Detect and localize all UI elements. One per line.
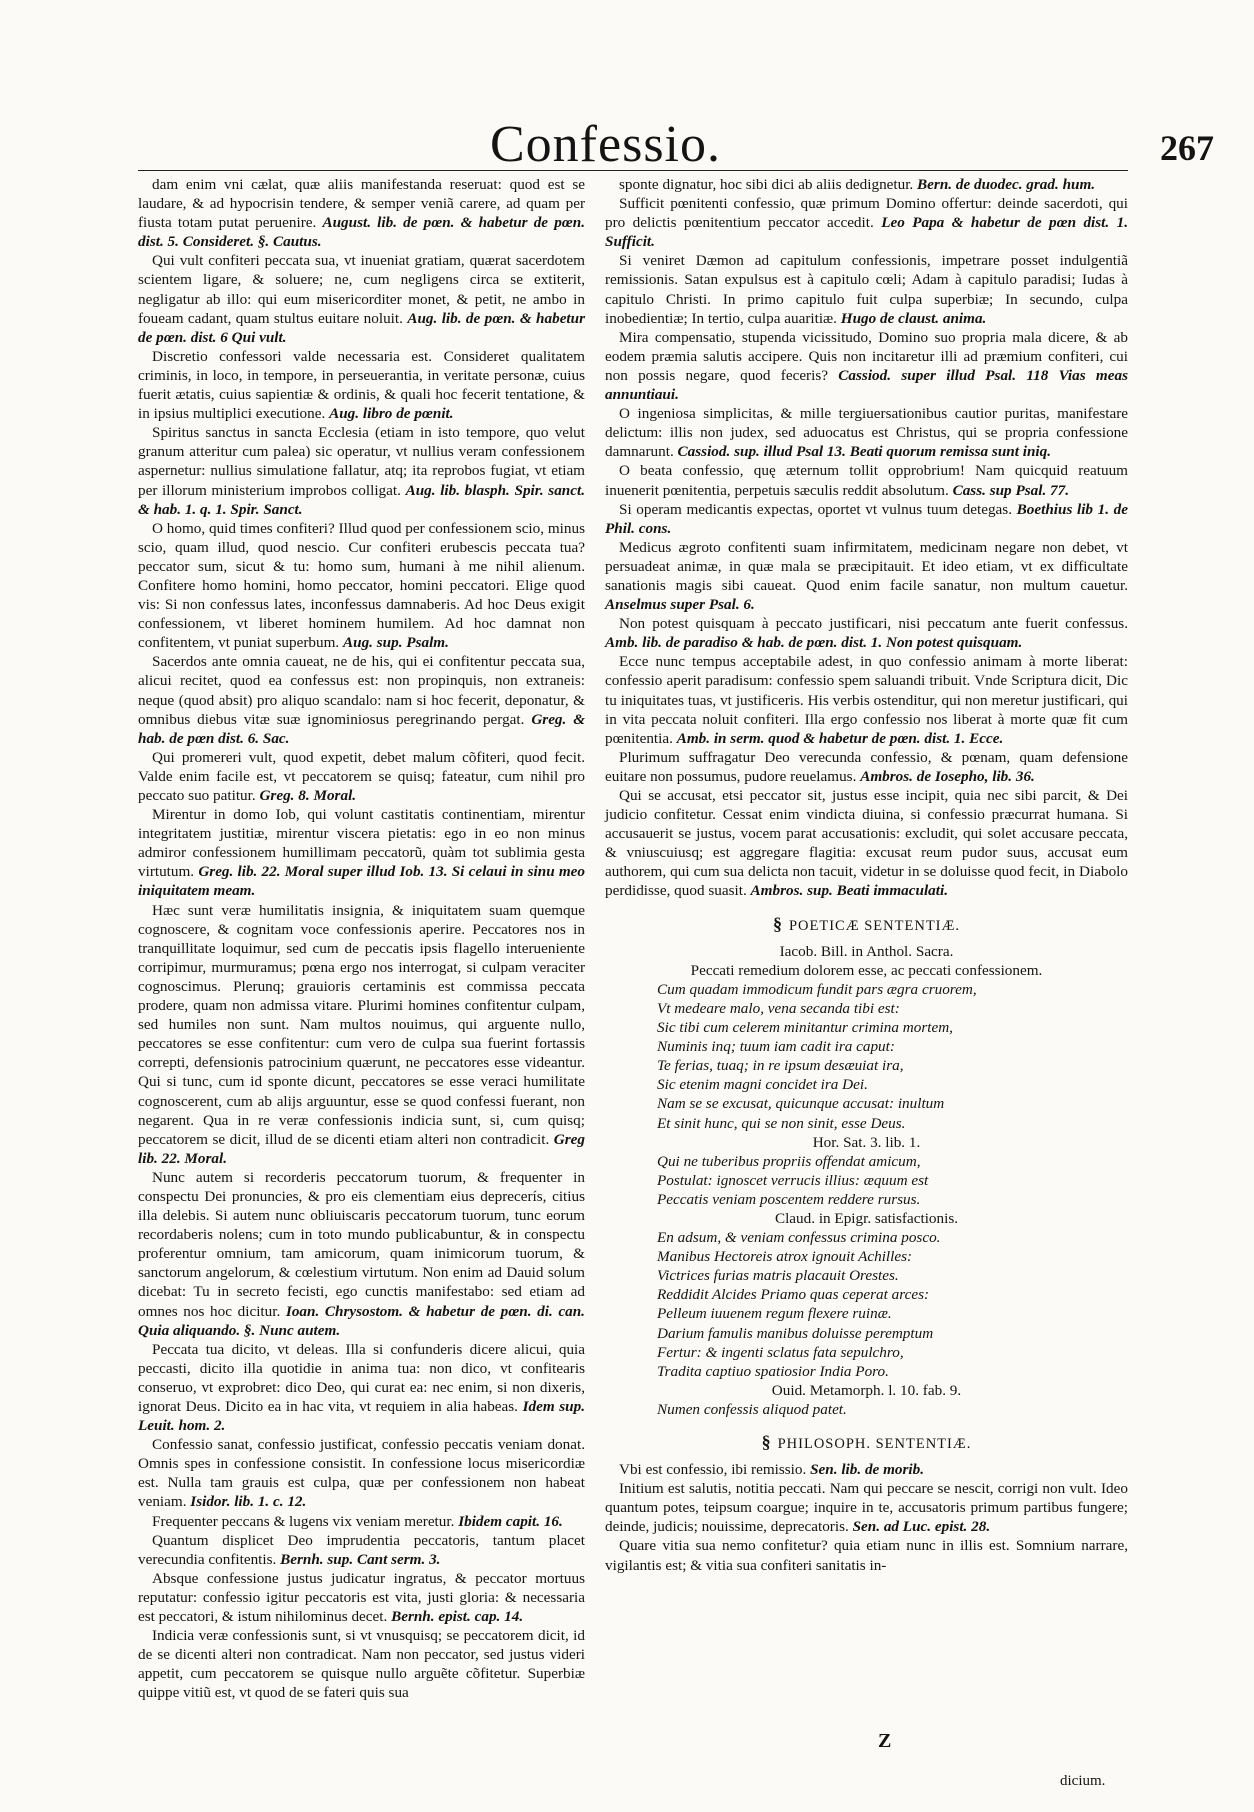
verse-line: Peccatis veniam poscentem reddere rursus. [657, 1190, 921, 1208]
verse-line: Qui ne tuberibus propriis offendat amicum, [657, 1152, 921, 1170]
paragraph-text: Mira compensatio, stupenda vicissitudo, Domino suo propria mala dicere, & ab eodem præmia salutis accipere. Quis non incitaretur illi ad præmium confiteri, cui non possis negare, quod feceris? [605, 328, 1128, 384]
source-citation: Greg. & hab. de pœn dist. 6. Sac. [138, 710, 586, 747]
paragraph-text: sponte dignatur, hoc sibi dici ab aliis dedignetur. [619, 176, 914, 193]
section-mark-icon: § [761, 1432, 772, 1452]
paragraph [138, 901, 585, 1168]
paragraph [138, 519, 585, 653]
paragraph [605, 461, 1128, 499]
paragraph-text: dam enim vni cælat, quæ aliis manifestanda reseruat: quod est se laudare, & ad hypocrisin tendere, & semper veniã carere, ad quam per fiusta totam putat peruenire. [138, 176, 585, 232]
poem-caption: Peccati remedium dolorem esse, ac peccati confessionem. [690, 961, 1043, 979]
verse-line: Numen confessis aliquod patet. [657, 1400, 847, 1418]
paragraph-text: Mirentur in domo Iob, qui volunt castitatis continentiam, mirentur integritatem justitiæ, mirentur viscera pietatis: ego in eo non minus admiror confessionem humillimam peccatorũ, quàm tot sublimia gesta virtutum. [138, 806, 585, 881]
paragraph [605, 175, 1128, 194]
verse-line: Pelleum iuuenem regum flexere ruinæ. [657, 1305, 892, 1323]
paragraph-text: O homo, quid times confiteri? Illud quod per confessionem scio, minus scio, quam illud, quod nescio. Cur confiteri erubescis peccata tua? peccator sum, sicut & tu: homo sum, humani à me nihil alienum. Confitere homo homini, homo peccator, homini peccatori. Elige quod vis: Si non confessus lates, inconfessus damnaberis. Ad hoc Deus exigit confessionem, vt liberet hominem humilem. Ad hoc damnat non confitentem, vt puniat superbum. [138, 519, 585, 652]
paragraph [138, 748, 585, 805]
paragraph-text: Nunc autem si recorderis peccatorum tuorum, & frequenter in conspectu Dei pronuncies, & pro eis clementiam eius deprecerís, citius illa delebis. Si autem nunc obliuiscaris peccatorum tuorum, tunc eorum recordaberis nolens; cum in toto mundo publicabuntur, & in conspectu proferentur omnium, tam amicorum, quam inimicorum tuorum, & sanctorum angelorum, & cœlestium virtutum. Non enim ad Dauid solum dicebat: Tu in secreto fecisti, ego cunctis manifestabo: sed etiam ad omnes nos hoc dicitur. [138, 1168, 585, 1320]
header-rule [138, 170, 1128, 171]
paragraph [138, 805, 585, 900]
source-citation: Greg. 8. Moral. [259, 787, 357, 804]
source-citation: Sen. lib. de morib. [810, 1461, 925, 1479]
source-citation: Ambros. de Iosepho, lib. 36. [860, 767, 1035, 785]
paragraph [138, 175, 585, 251]
verse-line: Reddidit Alcides Priamo quas ceperat arces: [657, 1286, 930, 1304]
paragraph-text: Qui promereri vult, quod expetit, debet malum cõfiteri, quod fecit. Valde enim facile est, vt peccatorem se quisq; fateatur, cum nihil pro peccato suo patitur. [138, 748, 585, 804]
poem-attribution: Ouid. Metamorph. l. 10. fab. 9. [771, 1381, 962, 1399]
source-citation: Isidor. lib. 1. c. 12. [190, 1493, 307, 1511]
source-citation: Anselmus super Psal. 6. [605, 596, 755, 614]
verse-line: Victrices furias matris placauit Orestes. [657, 1267, 899, 1285]
page-number: 267 [1160, 128, 1214, 168]
paragraph-text: Medicus ægroto confitenti suam infirmitatem, medicinam negare non debet, vt persuadeat animæ, in quæ mala se præcipitauit. Et ideo etiam, vt ex difficultate sanationis magis sibi caueat. Quod enim facile sanatur, non multum cauetur. [605, 538, 1128, 594]
source-citation: Ambros. sup. Beati immaculati. [750, 882, 949, 900]
right-column [605, 175, 1128, 1575]
verse-line: Darium famulis manibus doluisse peremptum [657, 1324, 934, 1342]
verse-line: Sic tibi cum celerem minitantur crimina mortem, [657, 1019, 953, 1037]
paragraph-text: Sacerdos ante omnia caueat, ne de his, qui ei confitentur peccata sua, alicui recitet, quod ea confessus est: non propinquis, non extraneis: neque (quod absit) pro aliquo scandalo: nam si hoc fecerit, deponatur, & omnibus diebus vitæ suæ ignominiosus peregrinando pergat. [138, 653, 585, 728]
paragraph-text: Quare vitia sua nemo confitetur? quia etiam nunc in illis est. Somnium narrare, vigilantis est; & vitia sua confiteri sanitatis in- [605, 1537, 1128, 1574]
source-citation: Sen. ad Luc. epist. 28. [852, 1518, 991, 1536]
paragraph [138, 1435, 585, 1511]
paragraph [605, 538, 1128, 614]
paragraph [138, 1531, 585, 1569]
source-citation: Aug. libro de pœnit. [329, 405, 454, 423]
paragraph-text: Qui se accusat, etsi peccator sit, justus esse incipit, quia nec sibi parcit, & Dei judicio confitetur. Cessat enim vindicta diuina, si confessio præcurrat humana. Si accusauerit se justus, vocem parat accusationis: excludit, qui solet accusare peccata, & vniuscuiusq; est aggregare flagitia: excusat reum pudor suus, accusat eum authorem, qui cum sua delicta non tacuit, videtur in se doluisse quod fecit, in Diabolo perdidisse, quod suasit. [605, 787, 1128, 900]
source-citation: Bernh. sup. Cant serm. 3. [280, 1550, 441, 1568]
verse-line: En adsum, & veniam confessus crimina posco. [657, 1229, 941, 1247]
catchword: dicium. [1060, 1773, 1106, 1789]
source-citation: August. lib. de pœn. & habetur de pœn. dist. 5. Consideret. §. Cautus. [138, 214, 586, 251]
paragraph-text: Confessio sanat, confessio justificat, confessio peccatis veniam donat. Omnis spes in confessione consistit. In confessione locus misericordiæ est. Nulla tam grauis est culpa, quæ per confessionem non habeat veniam. [138, 1436, 585, 1511]
poem-attribution: Iacob. Bill. in Anthol. Sacra. [779, 942, 954, 960]
section-mark-icon: § [772, 913, 783, 934]
paragraph [605, 1536, 1128, 1574]
left-column [138, 175, 585, 1703]
poetic-heading [605, 915, 1128, 936]
source-citation: Boethius lib 1. de Phil. cons. [605, 500, 1129, 537]
source-citation: Leo Papa & habetur de pœn dist. 1. Sufficit. [605, 214, 1128, 251]
paragraph [605, 328, 1128, 404]
paragraph [605, 786, 1128, 901]
signature-mark: Z [878, 1730, 892, 1752]
paragraph [138, 1512, 585, 1531]
paragraph [138, 1569, 585, 1626]
paragraph-text: Non potest quisquam à peccato justificari, nisi peccatum ante fuerit confessus. [619, 615, 1128, 633]
paragraph [605, 748, 1128, 786]
paragraph-text: Si veniret Dæmon ad capitulum confessionis, impetrare posset indulgentiã remissionis. Satan expulsus est à capitulo cœli; Adam à capitulo paradisi; Iudas à capitulo Christi. In primo capitulo fuit culpa superbiæ; In secundo, culpa inobedientiæ; In tertio, culpa auaritiæ. [605, 252, 1128, 327]
source-citation: Bern. de duodec. grad. hum. [917, 176, 1096, 193]
paragraph-text: Sufficit pœnitenti confessio, quæ primum Domino offertur: deinde sacerdoti, qui pro delictis pœnitentium peccator accedit. [605, 195, 1128, 232]
paragraph-text: Initium est salutis, notitia peccati. Nam qui peccare se nescit, corrigi non vult. Ideo quantum potes, teipsum coargue; inquire in te, accusatoris primum partibus fungere; deinde, judicis; nouissime, deprecatoris. [605, 1480, 1128, 1536]
paragraph-text: Quantum displicet Deo imprudentia peccatoris, tantum placet verecundia confitentis. [138, 1531, 585, 1568]
paragraph-text: Indicia veræ confessionis sunt, si vt vnusquisq; se peccatorem dicit, id de se dicenti alteri non contradicat. Nam non peccator, sed justus videri appetit, cum peccatorem se quisque nullo arguẽte cõfitetur. Superbiæ quippe vitiũ est, vt quod de se fateri quis sua [138, 1627, 585, 1702]
paragraph [138, 251, 585, 346]
paragraph [605, 1460, 1128, 1479]
verse-line: Postulat: ignoscet verrucis illius: æquum est [657, 1171, 929, 1189]
source-citation: Aug. lib. de pœn. & habetur de pœn. dist. 6 Qui vult. [138, 309, 586, 346]
verse-line: Et sinit hunc, qui se non sinit, esse Deus. [657, 1114, 906, 1132]
paragraph [605, 251, 1128, 327]
paragraph [138, 652, 585, 747]
source-citation: Aug. sup. Psalm. [343, 634, 449, 652]
paragraph [138, 1340, 585, 1435]
verse-line: Tradita captiuo spatiosior India Poro. [657, 1362, 889, 1380]
verse-line: Fertur: & ingenti sclatus fata sepulchro, [657, 1343, 904, 1361]
paragraph-text: Peccata tua dicito, vt deleas. Illa si confunderis dicere alicui, quia peccasti, dicito illa quotidie in anima tua: non dico, vt confitearis conseruo, vt exprobret: dico Deo, qui curat ea: nec enim, si non dixeris, ignorat Deus. Dicito ea in hac vita, vt requiem in alia habeas. [138, 1340, 585, 1415]
source-citation: Greg lib. 22. Moral. [138, 1130, 585, 1167]
verse-line: Cum quadam immodicum fundit pars ægra cruorem, [657, 980, 977, 998]
source-citation: Cass. sup Psal. 77. [952, 481, 1070, 499]
verse-line: Sic etenim magni concidet ira Dei. [657, 1076, 868, 1094]
paragraph-text: Qui vult confiteri peccata sua, vt inueniat gratiam, quærat sacerdotem scientem ligare, & soluere; ne, cum negligens circa se extiterit, negligatur ab illo: qui eum misericorditer monet, & petit, ne ambo in foueam cadant, quam stultus euitare noluit. [138, 252, 585, 327]
source-citation: Amb. in serm. quod & habetur de pœn. dist. 1. Ecce. [676, 729, 1004, 747]
source-citation: Hugo de claust. anima. [840, 309, 987, 327]
verse-line: Manibus Hectoreis atrox ignouit Achilles: [657, 1248, 913, 1266]
source-citation: Cassiod. sup. illud Psal 13. Beati quorum remissa sunt iniq. [677, 443, 1052, 461]
poem-attribution: Claud. in Epigr. satisfactionis. [774, 1209, 959, 1227]
paragraph-text: Plurimum suffragatur Deo verecunda confessio, & pœnam, quam defensione euitare non possumus, pudore reuelamus. [605, 748, 1128, 785]
verse-line: Nam se se excusat, quicunque accusat: inultum [657, 1095, 945, 1113]
paragraph [605, 1479, 1128, 1536]
source-citation: Ioan. Chrysostom. & habetur de pœn. di. can. Quia aliquando. §. Nunc autem. [138, 1302, 585, 1339]
philosoph-heading [605, 1433, 1128, 1454]
paragraph-text: Si operam medicantis expectas, oportet vt vulnus tuum detegas. [619, 500, 1013, 518]
source-citation: Bernh. epist. cap. 14. [391, 1608, 524, 1626]
paragraph-text: Spiritus sanctus in sancta Ecclesia (etiam in isto tempore, quo velut granum atteritur cum palea) sic operatur, vt nullius veram confessionem aspernetur: nullius simulatione fallatur, atq; ita reprobos fugiat, vt etiam per illorum ministerium improbos colligat. [138, 424, 585, 499]
paragraph [605, 500, 1128, 538]
source-citation: Cassiod. super illud Psal. 118 Vias meas annuntiaui. [605, 366, 1128, 404]
section-heading-text: POETICÆ SENTENTIÆ. [788, 917, 961, 934]
paragraph-text: Discretio confessori valde necessaria est. Consideret qualitatem criminis, in loco, in tempore, in perseuerantia, in veritate personæ, cuius fuerit ætatis, cuius sapientiæ & ordinis, & quali hoc fecerit tentatione, & in ipsius multiplici executione. [138, 347, 585, 423]
verse-line: Vt medeare malo, vena secanda tibi est: [657, 999, 900, 1017]
paragraph [605, 194, 1128, 251]
paragraph-text: O ingeniosa simplicitas, & mille tergiuersationibus cautior puritas, manifestare delictum: illis non judex, sed aduocatus est Christus, qui se propria confessione damnarunt. [605, 405, 1128, 461]
verse-line: Te ferias, tuaq; in re ipsum desæuiat ira, [657, 1057, 904, 1075]
page-header [0, 115, 1254, 175]
paragraph [138, 1168, 585, 1340]
verse-line: Numinis inq; tuum iam cadit ira caput: [657, 1038, 895, 1056]
source-citation: Greg. lib. 22. Moral super illud Iob. 13. Si celaui in sinu meo iniquitatem meam. [138, 863, 585, 900]
paragraph-text: Ecce nunc tempus acceptabile adest, in quo confessio animam à morte liberat: confessio aperit paradisum: confessio spem saluandi tribuit. Vnde Scriptura dicit, Dic tu iniquitates tuas, vt justificeris. His verbis ostenditur, qui non meretur justificari, qui in vita peccata noluit confiteri. Illa ergo confessio nos liberat à morte quæ fit cum pœnitentia. [605, 653, 1128, 747]
section-heading-text: PHILOSOPH. SENTENTIÆ. [777, 1436, 972, 1452]
paragraph [138, 1626, 585, 1702]
source-citation: Aug. lib. blasph. Spir. sanct. & hab. 1. q. 1. Spir. Sanct. [138, 481, 586, 518]
paragraph-text: Hæc sunt veræ humilitatis insignia, & iniquitatem suam quemque cognoscere, & cognitam voce confessionis aperire. Peccatores nos in tranquillitate loquimur, sed cum de peccatis ipsis flagello interueniente corripimur, murmuramus; pœna ergo nos interrogat, si culpam veraciter cognoscimus. Plerunq; grauioris certaminis est commissa peccata prodere, quam non admissa vitare. Plurimi homines confitentur culpam, sed humiles non sunt. Nam multos nouimus, qui arguente nullo, peccatores se esse confitentur: cum vero de culpa sua fuerint fortassis correpti, defensionis patrocinium quærunt, ne peccatores esse videantur. Qui si tunc, cum id sponte dicunt, peccatores se esse veraci humilitate cognoscerent, cum ab alijs arguuntur, esse se quod confessi fuerant, non negarent. Qua in re veræ confessionis indicia sunt, si, cum quisq; peccatorem se dicit, illud de se dicenti etiam alteri non contradicit. [138, 901, 585, 1148]
source-citation: Amb. lib. de paradiso & hab. de pœn. dist. 1. Non potest quisquam. [605, 634, 1023, 652]
paragraph [605, 614, 1128, 652]
page-title: Confessio. [490, 116, 721, 173]
paragraph-text: Frequenter peccans & lugens vix veniam meretur. [152, 1512, 455, 1530]
paragraph [605, 404, 1128, 461]
poem-attribution: Hor. Sat. 3. lib. 1. [812, 1133, 921, 1151]
paragraph [605, 652, 1128, 747]
source-citation: Ibidem capit. 16. [458, 1512, 563, 1530]
source-citation: Idem sup. Leuit. hom. 2. [138, 1398, 586, 1435]
paragraph-text: Vbi est confessio, ibi remissio. [619, 1461, 807, 1479]
paragraph [138, 347, 585, 423]
paragraph-text: Absque confessione justus judicatur ingratus, & peccator mortuus reputatur: confessio igitur peccatoris est vita, justi gloria: & necessaria est peccatori, & istum nihilominus decet. [138, 1569, 585, 1626]
paragraph [138, 423, 585, 518]
paragraph-text: O beata confessio, quę æternum tollit opprobrium! Nam quicquid reatuum inuenerit pœnitentia, perpetuis sæculis reddit absolutum. [605, 462, 1128, 499]
